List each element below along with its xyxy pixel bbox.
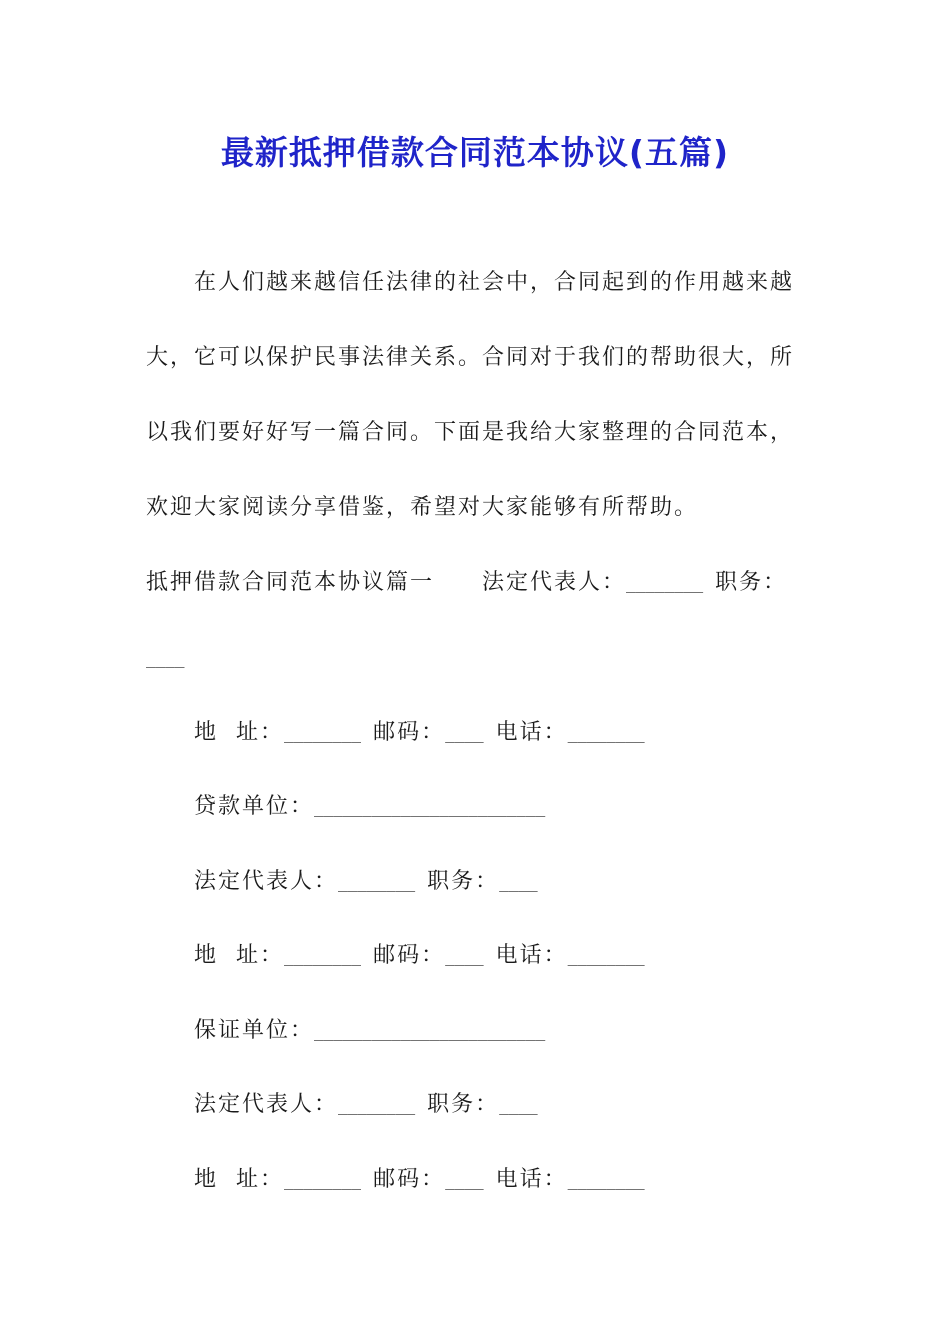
phone-label: 电话： [495,943,568,968]
phone-label: 电话： [495,1167,568,1192]
section-heading-line [146,568,826,599]
rep-label: 法定代表人： [194,1092,339,1117]
rep-label: 法定代表人： [194,869,339,894]
rep-blank: ________ [626,574,704,593]
phone-blank: ________ [567,1171,645,1190]
postcode-blank: ____ [445,1171,484,1190]
position-label: 职务： [427,1092,500,1117]
address-label: 地 址： [194,720,284,745]
guarantor-rep-line [194,1090,874,1121]
intro-line-1: 在人们越来越信任法律的社会中，合同起到的作用越来越 [194,270,795,295]
document-title: 最新抵押借款合同范本协议(五篇) [220,133,730,172]
postcode-label: 邮码： [373,1167,446,1192]
rep-blank: ________ [338,1096,416,1115]
address-blank: ________ [284,724,362,743]
phone-label: 电话： [495,720,568,745]
address-blank: ________ [284,1171,362,1190]
lender-rep-line [194,867,874,898]
intro-line-2: 大，它可以保护民事法律关系。合同对于我们的帮助很大，所 [146,345,795,370]
rep-blank: ________ [338,873,416,892]
address-line-1 [194,718,874,749]
intro-line-4: 欢迎大家阅读分享借鉴，希望对大家能够有所帮助。 [146,495,699,520]
intro-line-3: 以我们要好好写一篇合同。下面是我给大家整理的合同范本， [146,420,795,445]
lender-label: 贷款单位： [194,794,315,819]
position-label: 职务： [427,869,500,894]
position-blank: ____ [146,649,185,668]
phone-blank: ________ [567,724,645,743]
address-line-3 [194,1165,874,1196]
position-blank: ____ [499,1096,538,1115]
address-line-2 [194,941,874,972]
phone-blank: ________ [567,947,645,966]
position-blank: ____ [499,873,538,892]
address-blank: ________ [284,947,362,966]
lender-blank: ________________________ [314,798,546,817]
guarantor-blank: ________________________ [314,1022,546,1041]
address-label: 地 址： [194,1167,284,1192]
lender-line [194,792,874,823]
position-label: 职务： [715,570,788,595]
postcode-blank: ____ [445,724,484,743]
guarantor-label: 保证单位： [194,1018,315,1043]
postcode-label: 邮码： [373,943,446,968]
guarantor-line [194,1016,874,1047]
postcode-blank: ____ [445,947,484,966]
rep-label: 法定代表人： [482,570,627,595]
section-heading: 抵押借款合同范本协议篇一 [146,570,435,595]
address-label: 地 址： [194,943,284,968]
postcode-label: 邮码： [373,720,446,745]
position-blank-line [146,643,826,674]
